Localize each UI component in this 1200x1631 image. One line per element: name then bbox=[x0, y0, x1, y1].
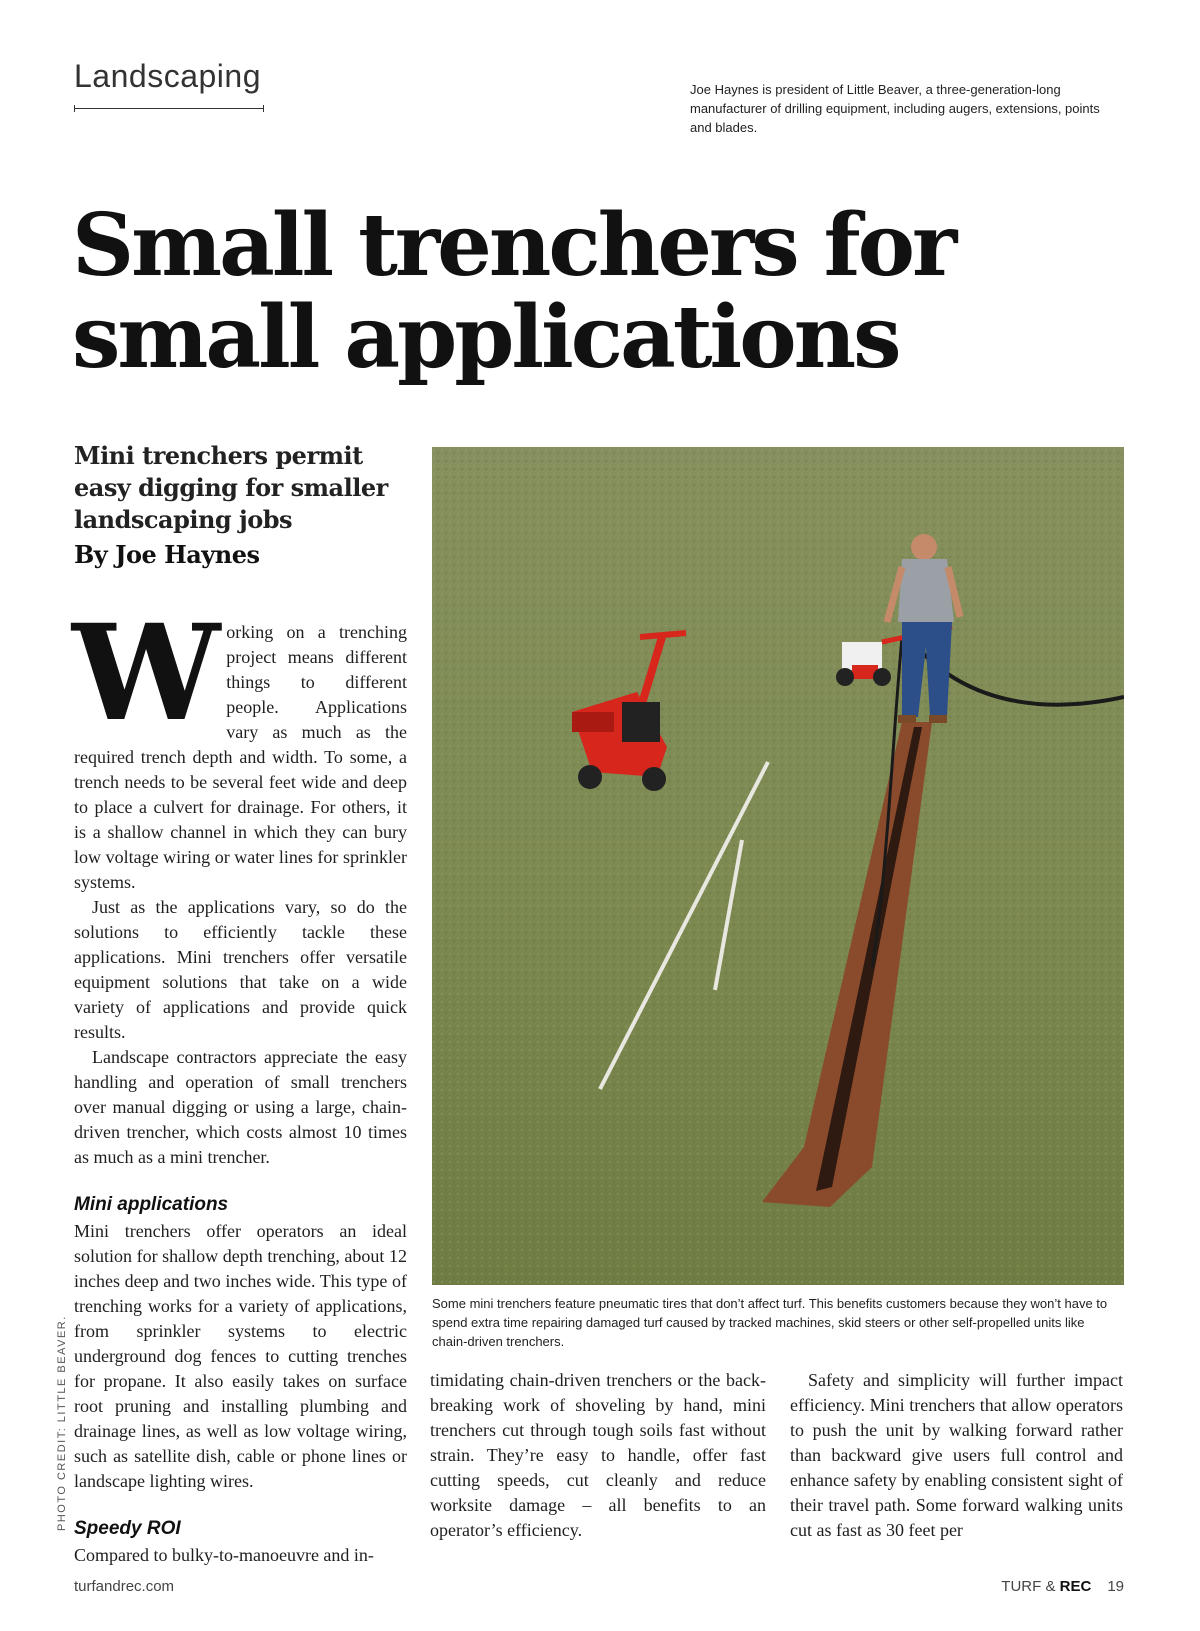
section-label: Landscaping bbox=[74, 58, 261, 94]
subhead-mini-applications: Mini applications bbox=[74, 1194, 229, 1215]
paragraph bbox=[72, 596, 407, 895]
trencher-photo bbox=[432, 447, 1124, 1285]
subhead-speedy-roi: Speedy ROI bbox=[74, 1518, 181, 1539]
brand-turf: TURF & bbox=[1001, 1578, 1060, 1595]
photo-caption: Some mini trenchers feature pneumatic tires that don’t affect turf. This benefits customers because they won’t have to spend extra time repairing damaged turf caused by tracked machines, skid steers or other self-propelled units like chain-driven trenchers. bbox=[432, 1296, 1108, 1349]
paragraph: Landscape contractors appreciate the easy handling and operation of small trenchers over manual digging or using a large, chain-driven trencher, which costs almost 10 times as much as a mini trencher. bbox=[74, 1047, 407, 1167]
headline: Small trenchers for small applications bbox=[72, 195, 955, 388]
body-column-2 bbox=[430, 1368, 766, 1543]
author-bio: Joe Haynes is president of Little Beaver, a three-generation-long manufacturer of drilling equipment, including augers, extensions, points and blades. bbox=[690, 82, 1100, 135]
footer-site: turfandrec.com bbox=[74, 1578, 175, 1595]
paragraph: Just as the applications vary, so do the solutions to efficiently tackle these applications. Mini trenchers offer versatile equipment solutions that take on a wide variety of applications and provide quick results. bbox=[74, 897, 407, 1042]
byline: By Joe Haynes bbox=[74, 540, 260, 569]
brand-rec: REC bbox=[1059, 1578, 1092, 1595]
footer-brand bbox=[1001, 1578, 1124, 1595]
body-column-3 bbox=[790, 1368, 1123, 1543]
drop-cap: W bbox=[72, 596, 221, 751]
paragraph-text: orking on a trenching project means different things to different people. Applications vary as much as the required trench depth and width. To some, a trench needs to be several feet wide and deep to place a culvert for drainage. For others, it is a shallow channel in which they can bury low voltage wiring or water lines for sprinkler systems. bbox=[74, 622, 407, 892]
paragraph: timidating chain-driven trenchers or the back-breaking work of shoveling by hand, mini trenchers cut through tough soils fast without strain. They’re easy to handle, offer fast cutting speeds, cut cleanly and reduce worksite damage – all benefits to an operator’s efficiency. bbox=[430, 1370, 766, 1540]
paragraph: Compared to bulky-to-manoeuvre and in- bbox=[74, 1545, 374, 1565]
body-column-1 bbox=[72, 596, 407, 1568]
deck: Mini trenchers permit easy digging for smaller landscaping jobs bbox=[74, 441, 388, 534]
paragraph: Mini trenchers offer operators an ideal solution for shallow depth trenching, about 12 inches deep and two inches wide. This type of trenching works for a variety of applications, from sprinkler systems to electric underground dog fences to cutting trenches for propane. It also easily takes on surface root pruning and installing plumbing and drainage lines, as well as low voltage wiring, such as satellite dish, cable or phone lines or landscape lighting wires. bbox=[74, 1221, 407, 1491]
photo bbox=[432, 447, 1124, 1285]
section-rule bbox=[74, 108, 264, 109]
photo-credit: PHOTO CREDIT: LITTLE BEAVER. bbox=[56, 1315, 68, 1531]
paragraph: Safety and simplicity will further impact efficiency. Mini trenchers that allow operators to push the unit by walking forward rather than backward give users full control and enhance safety by enabling consistent sight of their travel path. Some forward walking units cut as fast as 30 feet per bbox=[790, 1370, 1123, 1540]
page-number: 19 bbox=[1107, 1578, 1124, 1595]
